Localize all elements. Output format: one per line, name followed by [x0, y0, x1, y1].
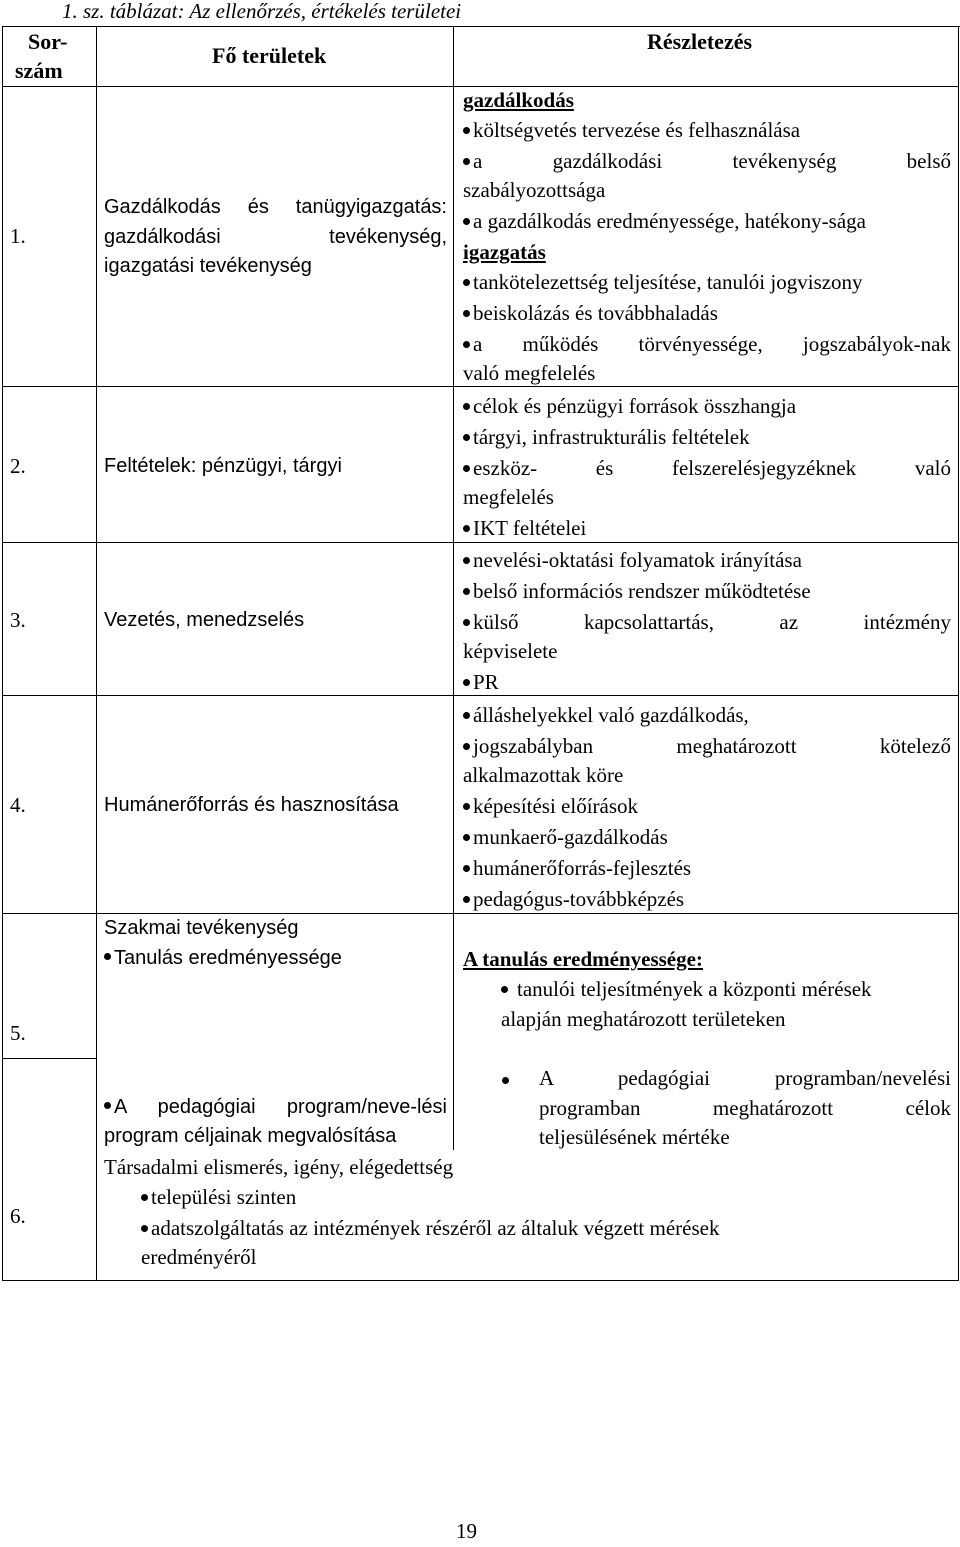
bullet-icon	[463, 525, 470, 532]
row-4-number: 4.	[10, 793, 26, 817]
row-2-number: 2.	[10, 454, 26, 478]
row-1-detail-heading-gazdalkodas: gazdálkodás	[463, 88, 574, 112]
row-4-detail-item: képesítési előírások	[463, 791, 638, 822]
row-2-detail-item-cont: megfelelés	[463, 485, 554, 509]
row-5-detail-item: A pedagógiai programban/nevelési	[539, 1066, 951, 1090]
row-5-detail-item-cont: programban meghatározott célok	[539, 1096, 951, 1120]
row-3-detail-item: nevelési-oktatási folyamatok irányítása	[463, 545, 802, 576]
table-caption: 1. sz. táblázat: Az ellenőrzés, értékelés területei	[62, 0, 462, 23]
row-1-detail-item: a gazdálkodás eredményessége, hatékony-sága	[463, 206, 866, 237]
row-4-detail-item: humánerőforrás-fejlesztés	[463, 853, 691, 884]
row-3-number: 3.	[10, 608, 26, 632]
row-1-main-line-2: gazdálkodási tevékenység,	[104, 226, 447, 248]
row-2-detail-item: IKT feltételei	[463, 513, 586, 544]
bullet-icon	[463, 557, 470, 564]
row-5-number: 5.	[10, 1021, 26, 1045]
bullet-icon	[463, 341, 470, 348]
row-6-number: 6.	[10, 1204, 26, 1228]
table-border-left	[2, 26, 3, 1281]
table-border-top	[2, 26, 960, 27]
bullet-icon	[463, 588, 470, 595]
bullet-icon	[463, 896, 470, 903]
row-3-detail-item: belső információs rendszer működtetése	[463, 576, 811, 607]
row-2-main: Feltételek: pénzügyi, tárgyi	[104, 455, 342, 477]
page-number: 19	[456, 1519, 477, 1543]
bullet-icon	[463, 743, 470, 750]
row-5-main-item: Tanulás eredményessége	[104, 944, 342, 974]
header-fo-teruletek: Fő területek	[212, 43, 327, 68]
row-1-detail-item-cont: szabályozottsága	[463, 178, 606, 202]
row-6-item-cont: eredményéről	[141, 1245, 257, 1269]
bullet-icon	[463, 619, 470, 626]
table-border-right	[958, 26, 959, 1281]
row-4-detail-item-cont: alkalmazottak köre	[463, 763, 624, 787]
bullet-icon	[463, 834, 470, 841]
row-6-item: települési szinten	[141, 1182, 296, 1213]
row-4-main: Humánerőforrás és hasznosítása	[104, 794, 399, 816]
header-sorszam-2: szám	[15, 58, 63, 83]
bullet-icon	[141, 1194, 148, 1201]
row-2-detail-item: tárgyi, infrastrukturális feltételek	[463, 422, 750, 453]
bullet-icon	[104, 953, 111, 960]
row-5-detail-item-cont: teljesülésének mértéke	[539, 1125, 730, 1149]
header-reszletezes: Részletezés	[647, 29, 753, 54]
row-1-detail-item: a gazdálkodási tevékenység belső	[463, 146, 951, 177]
bullet-icon	[463, 865, 470, 872]
row-3-detail-item-cont: képviselete	[463, 639, 558, 663]
bullet-icon	[501, 986, 508, 993]
row-1-main-line-1: Gazdálkodás és tanügyigazgatás:	[104, 196, 447, 218]
row-1-detail-heading-igazgatas: igazgatás	[463, 240, 546, 264]
column-divider-1	[96, 26, 97, 1281]
row-5-detail-item: tanulói teljesítmények a központi mérések	[501, 974, 872, 1005]
row-1-detail-item-cont: való megfelelés	[463, 361, 596, 385]
row-5-main-item-cont: program céljainak megvalósítása	[104, 1125, 397, 1147]
bullet-icon	[104, 1102, 111, 1109]
row-1-detail-item: költségvetés tervezése és felhasználása	[463, 115, 800, 146]
row-4-detail-item: pedagógus-továbbképzés	[463, 884, 684, 915]
bullet-icon	[463, 465, 470, 472]
bullet-icon	[463, 679, 470, 686]
row-4-detail-item: jogszabályban meghatározott kötelező	[463, 731, 951, 762]
bullet-icon	[463, 434, 470, 441]
row-4-detail-item: álláshelyekkel való gazdálkodás,	[463, 700, 749, 731]
row-4-detail-item: munkaerő-gazdálkodás	[463, 822, 668, 853]
row-1-detail-item: a működés törvényessége, jogszabályok-nak	[463, 329, 951, 360]
table-border-bottom	[2, 1280, 959, 1281]
row-5-detail-heading: A tanulás eredményessége:	[463, 947, 703, 971]
bullet-icon	[463, 803, 470, 810]
row-6-item: adatszolgáltatás az intézmények részéről az általuk végzett mérések	[141, 1213, 719, 1244]
row-1-number: 1.	[10, 224, 26, 248]
row-5-main-title: Szakmai tevékenység	[104, 917, 299, 939]
row-2-detail-item: célok és pénzügyi források összhangja	[463, 391, 796, 422]
row-1-detail-item: beiskolázás és továbbhaladás	[463, 298, 718, 329]
column-divider-2a	[453, 26, 454, 87]
bullet-icon	[463, 279, 470, 286]
bullet-icon	[502, 1077, 509, 1084]
row-3-detail-item: PR	[463, 667, 499, 698]
row-5-main-item: A pedagógiai program/neve-lési	[104, 1093, 447, 1123]
bullet-icon	[463, 310, 470, 317]
row-1-main-line-3: igazgatási tevékenység	[104, 255, 312, 277]
bullet-icon	[463, 127, 470, 134]
row-3-detail-item: külső kapcsolattartás, az intézmény	[463, 607, 951, 638]
row-3-main: Vezetés, menedzselés	[104, 609, 305, 631]
bullet-icon	[141, 1225, 148, 1232]
bullet-icon	[463, 218, 470, 225]
row-2-detail-item: eszköz- és felszerelésjegyzéknek való	[463, 453, 951, 484]
bullet-icon	[463, 403, 470, 410]
bullet-icon	[463, 712, 470, 719]
row-divider-5	[2, 1058, 96, 1059]
bullet-icon	[463, 158, 470, 165]
column-divider-2b	[453, 86, 454, 1150]
row-5-detail-item-cont: alapján meghatározott területeken	[501, 1007, 786, 1031]
header-sorszam-1: Sor-	[28, 29, 68, 54]
row-1-detail-item: tankötelezettség teljesítése, tanulói jogviszony	[463, 267, 863, 298]
row-6-main: Társadalmi elismerés, igény, elégedettség	[104, 1155, 454, 1179]
